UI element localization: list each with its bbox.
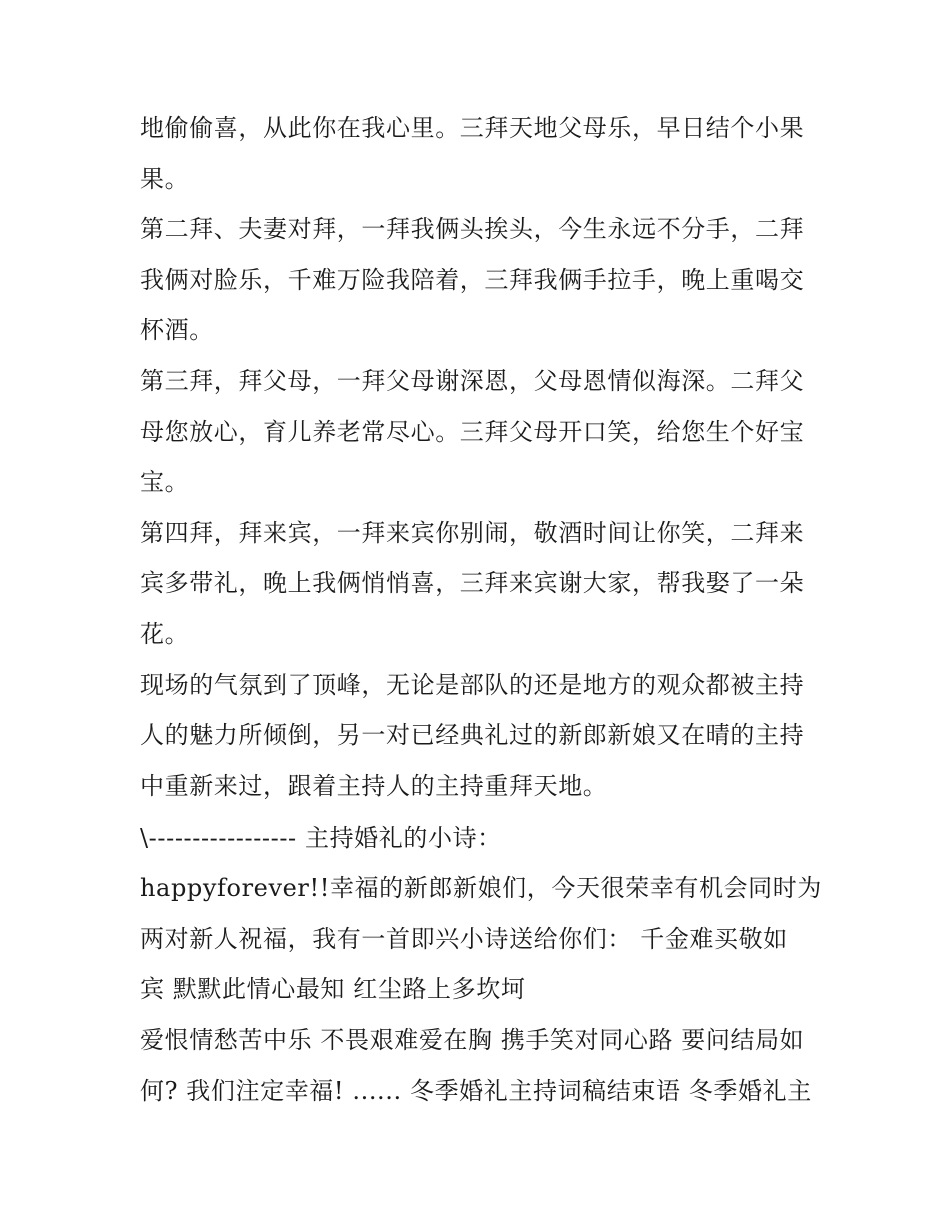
text-line: 人的魅力所倾倒，另一对已经典礼过的新郎新娘又在晴的主持	[140, 721, 805, 749]
text-line: 爱恨情愁苦中乐 不畏艰难爱在胸 携手笑对同心路 要问结局如	[140, 1026, 805, 1054]
text-line: 花。	[140, 620, 190, 648]
text-line: 两对新人祝福，我有一首即兴小诗送给你们： 千金难买敬如	[140, 925, 788, 953]
text-line: happyforever!!幸福的新郎新娘们，今天很荣幸有机会同时为	[140, 874, 822, 902]
text-line: 第二拜、夫妻对拜，一拜我俩头挨头，今生永远不分手，二拜	[140, 215, 805, 243]
text-line: 母您放心，育儿养老常尽心。三拜父母开口笑，给您生个好宝	[140, 418, 805, 446]
text-line: 何? 我们注定幸福! ...... 冬季婚礼主持词稿结束语 冬季婚礼主	[140, 1077, 812, 1105]
text-line: 第三拜，拜父母，一拜父母谢深恩，父母恩情似海深。二拜父	[140, 367, 805, 395]
text-line: 我俩对脸乐，千难万险我陪着，三拜我俩手拉手，晚上重喝交	[140, 266, 805, 294]
text-line: 中重新来过，跟着主持人的主持重拜天地。	[140, 772, 608, 800]
text-line: 宝。	[140, 468, 190, 496]
text-line: 第四拜，拜来宾，一拜来宾你别闹，敬酒时间让你笑，二拜来	[140, 519, 805, 547]
text-line: 果。	[140, 165, 190, 193]
text-line: 宾多带礼，晚上我俩悄悄喜，三拜来宾谢大家，帮我娶了一朵	[140, 569, 805, 597]
text-line: 杯酒。	[140, 316, 214, 344]
text-line: \----------------- 主持婚礼的小诗：	[140, 824, 502, 852]
text-line: 现场的气氛到了顶峰，无论是部队的还是地方的观众都被主持	[140, 671, 805, 699]
text-line: 宾 默默此情心最知 红尘路上多坎坷	[140, 975, 526, 1003]
text-line: 地偷偷喜，从此你在我心里。三拜天地父母乐，早日结个小果	[140, 114, 805, 142]
